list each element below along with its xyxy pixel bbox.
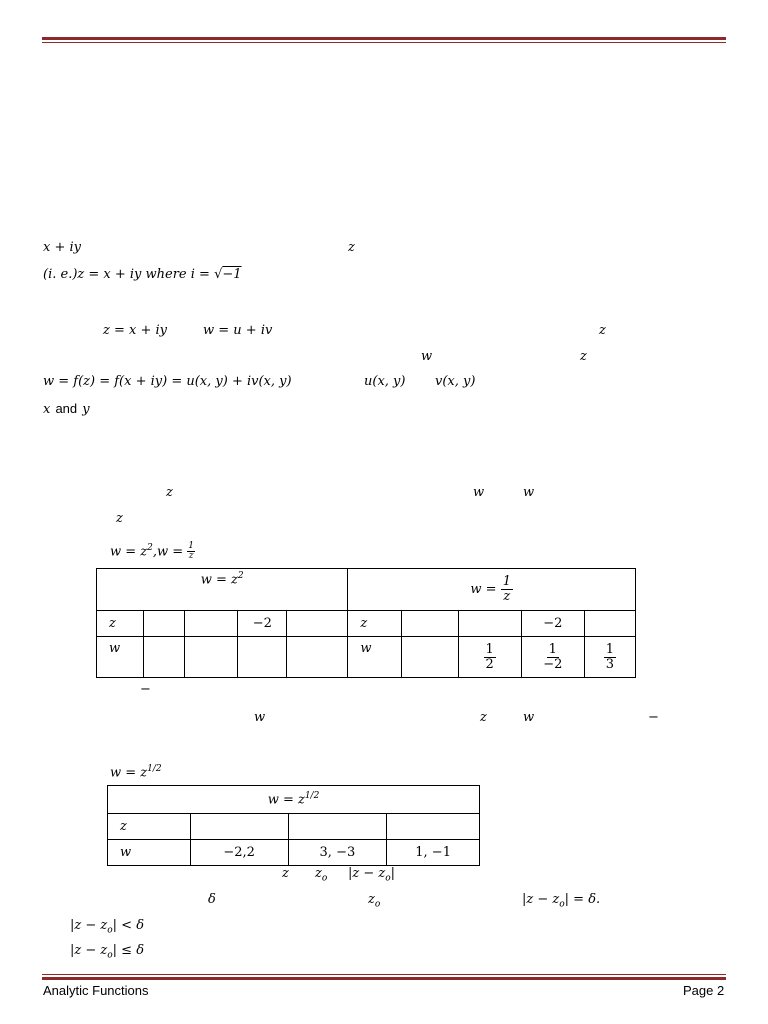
var-w: w	[421, 349, 433, 364]
var-z: z	[116, 511, 123, 526]
var-z: z	[166, 485, 173, 500]
table-w-functions	[96, 568, 636, 678]
var-w: w	[523, 710, 535, 725]
expr-x-plus-iy: x + iy	[43, 240, 81, 255]
dash: −	[648, 710, 659, 725]
footer-page-number: Page 2	[683, 983, 725, 998]
table1-cell	[584, 611, 635, 637]
table1-frac-cell: $\frac{1}{3}$	[584, 637, 635, 678]
v-expr: v(x, y)	[435, 374, 476, 389]
table2-cell	[387, 814, 480, 840]
var-zo: $z_o$	[315, 866, 328, 884]
example-functions: $w = z^2,w$ = $\frac{1}{z}$	[110, 541, 195, 562]
expr-z: z = x + iy	[103, 323, 167, 338]
table2-head: $w = z^{1/2}$	[108, 786, 480, 814]
var-w: w	[523, 485, 535, 500]
table1-frac-cell: $\frac{1}{2}$	[458, 637, 521, 678]
table2-w-label: w	[108, 840, 191, 866]
table1-cell	[238, 637, 287, 678]
footer-title: Analytic Functions	[43, 983, 149, 998]
table1-cell: −2	[238, 611, 287, 637]
table2-cell	[288, 814, 387, 840]
table1-cell	[458, 611, 521, 637]
table1-cell: z	[97, 611, 144, 637]
var-z: z	[348, 240, 355, 255]
function-expr: w = f(z) = f(x + iy) = u(x, y) + iv(x, y)	[43, 374, 292, 389]
table1-cell	[287, 611, 348, 637]
table1-cell	[185, 611, 238, 637]
dash: −	[140, 682, 151, 697]
table1-cell	[144, 637, 185, 678]
circle-eq: $|z - z_o| = \delta$.	[522, 892, 601, 910]
table2-cell: −2,2	[190, 840, 288, 866]
footer-rule-thick	[42, 977, 726, 980]
table1-cell: z	[348, 611, 401, 637]
var-delta: δ	[208, 892, 216, 907]
header-rule-thick	[42, 37, 726, 40]
var-z: z	[282, 866, 289, 881]
table2-cell: 1, −1	[387, 840, 480, 866]
table1-cell	[401, 637, 458, 678]
table1-head-right: w = $\frac{1}{z}$	[348, 569, 636, 611]
table2-z-label: z	[108, 814, 191, 840]
open-disk: $|z - z_o| < \delta$	[70, 918, 145, 936]
var-z: z	[580, 349, 587, 364]
table1-cell	[401, 611, 458, 637]
sqrt-function: $w = z^{1/2}$	[110, 764, 162, 781]
table1-cell	[185, 637, 238, 678]
table1-frac-cell: $\frac{1}{-2}$	[521, 637, 584, 678]
abs-expr: $|z - z_o|$	[348, 866, 396, 884]
closed-disk: $|z - z_o| \le \delta$	[70, 943, 145, 961]
x-and-y: x and y	[43, 401, 90, 417]
definition-line: (i. e.)z = x + iy where i = √−1	[43, 267, 242, 282]
expr-w: w = u + iv	[203, 323, 273, 338]
table1-cell	[144, 611, 185, 637]
table-sqrt	[107, 785, 480, 866]
table2-cell: 3, −3	[288, 840, 387, 866]
var-z: z	[599, 323, 606, 338]
u-expr: u(x, y)	[364, 374, 406, 389]
var-w: w	[254, 710, 266, 725]
table2-cell	[190, 814, 288, 840]
var-zo: $z_o$	[368, 892, 381, 910]
footer-rule-thin	[42, 974, 726, 975]
table1-w-label-left: w	[97, 637, 144, 678]
var-z: z	[480, 710, 487, 725]
table1-cell	[287, 637, 348, 678]
table1-cell: −2	[521, 611, 584, 637]
var-w: w	[473, 485, 485, 500]
table1-head-left: $w = z^2$	[97, 569, 348, 611]
table1-w-label-right: w	[348, 637, 401, 678]
header-rule-thin	[42, 42, 726, 43]
